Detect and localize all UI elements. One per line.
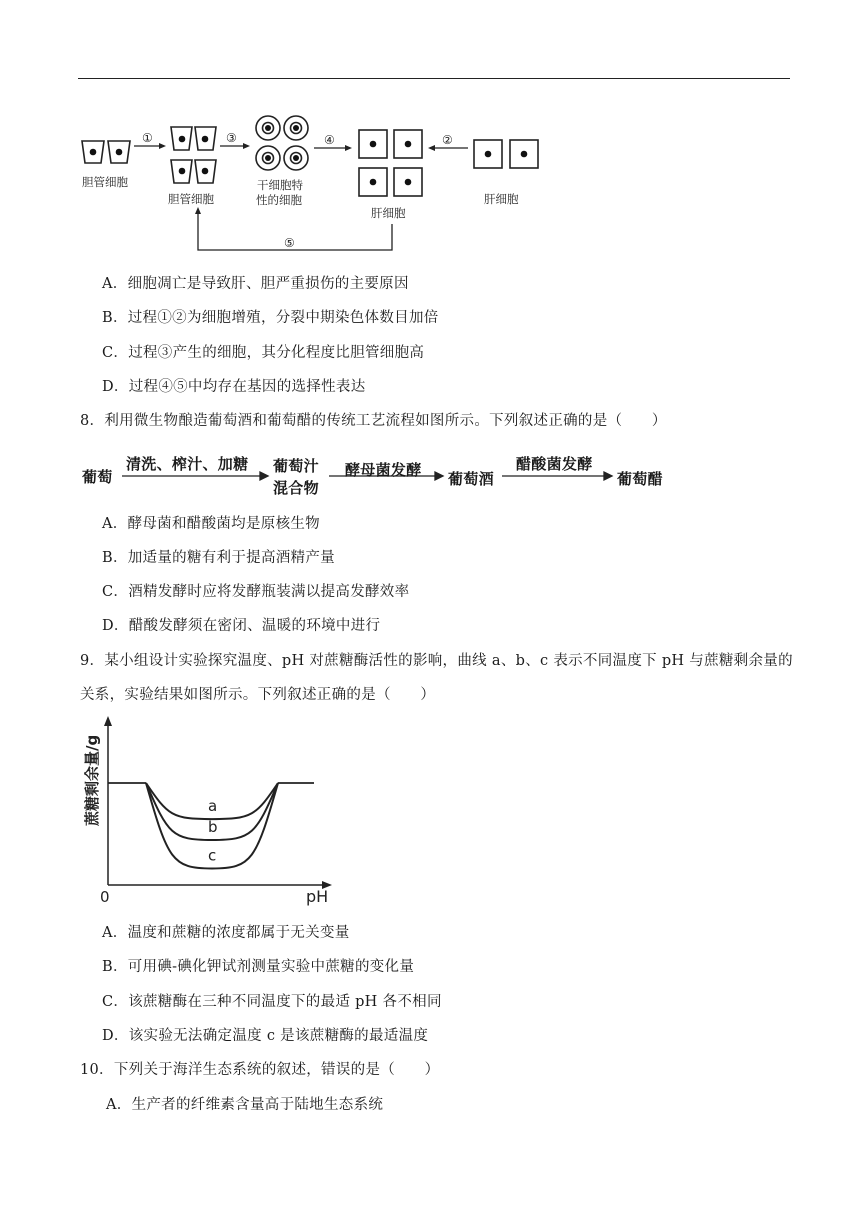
flow-mix-line2: 混合物	[273, 479, 319, 497]
flow-grape: 葡萄	[82, 468, 113, 486]
flow-mix-line1: 葡萄汁	[273, 457, 319, 475]
q9-option-a: A．温度和蔗糖的浓度都属于无关变量	[102, 925, 350, 941]
x-axis-label: pH	[306, 887, 329, 906]
label-bile-duct-mid: 胆管细胞	[168, 192, 214, 206]
q7-option-d: D．过程④⑤中均存在基因的选择性表达	[102, 379, 366, 395]
q8-option-b: B．加适量的糖有利于提高酒精产量	[102, 550, 335, 566]
step-2-label: ②	[442, 133, 453, 147]
q7-option-a: A．细胞凋亡是导致肝、胆严重损伤的主要原因	[102, 276, 409, 292]
q9-option-c: C．该蔗糖酶在三种不同温度下的最适 pH 各不相同	[102, 994, 442, 1010]
label-liver-right: 肝细胞	[484, 192, 519, 206]
curve-label-b: b	[208, 818, 218, 836]
flow-step3: 醋酸菌发酵	[516, 455, 593, 473]
q8-option-a: A．酵母菌和醋酸菌均是原核生物	[102, 516, 320, 532]
flow-step2: 酵母菌发酵	[345, 461, 422, 479]
label-liver-mid: 肝细胞	[371, 206, 406, 220]
step-3-label: ③	[226, 131, 237, 145]
y-axis-label: 蔗糖剩余量/g	[83, 734, 101, 826]
q8-stem: 8．利用微生物酿造葡萄酒和葡萄醋的传统工艺流程如图所示。下列叙述正确的是（ ）	[80, 413, 667, 429]
flow-wine: 葡萄酒	[448, 470, 494, 488]
curve-label-c: c	[208, 846, 217, 865]
q10-stem: 10．下列关于海洋生态系统的叙述，错误的是（ ）	[80, 1062, 440, 1078]
q9-stem-line1: 9．某小组设计实验探究温度、pH 对蔗糖酶活性的影响，曲线 a、b、c 表示不同温度下 pH 与蔗糖剩余量的	[80, 653, 793, 669]
curve-label-a: a	[208, 797, 218, 816]
label-bile-duct-left: 胆管细胞	[82, 175, 128, 189]
q9-option-d: D．该实验无法确定温度 c 是该蔗糖酶的最适温度	[102, 1028, 429, 1044]
y-axis-arrow	[104, 716, 112, 726]
step-4-label: ④	[324, 133, 335, 147]
q10-option-a: A．生产者的纤维素含量高于陆地生态系统	[106, 1097, 384, 1113]
step-1-label: ①	[142, 131, 153, 145]
q9-option-b: B．可用碘-碘化钾试剂测量实验中蔗糖的变化量	[102, 959, 415, 975]
q8-option-d: D．醋酸发酵须在密闭、温暖的环境中进行	[102, 618, 381, 634]
q7-option-b: B．过程①②为细胞增殖，分裂中期染色体数目加倍	[102, 310, 439, 326]
label-stem-like-2: 性的细胞	[256, 193, 302, 207]
label-stem-like-1: 干细胞特	[257, 178, 303, 192]
q9-stem-line2: 关系，实验结果如图所示。下列叙述正确的是（ ）	[80, 687, 436, 703]
origin-label: 0	[100, 888, 110, 906]
flow-vinegar: 葡萄醋	[617, 470, 663, 488]
q7-option-c: C．过程③产生的细胞，其分化程度比胆管细胞高	[102, 345, 425, 361]
flow-step1: 清洗、榨汁、加糖	[126, 455, 249, 473]
step-5-label: ⑤	[284, 236, 295, 250]
q8-option-c: C．酒精发酵时应将发酵瓶装满以提高发酵效率	[102, 584, 410, 600]
